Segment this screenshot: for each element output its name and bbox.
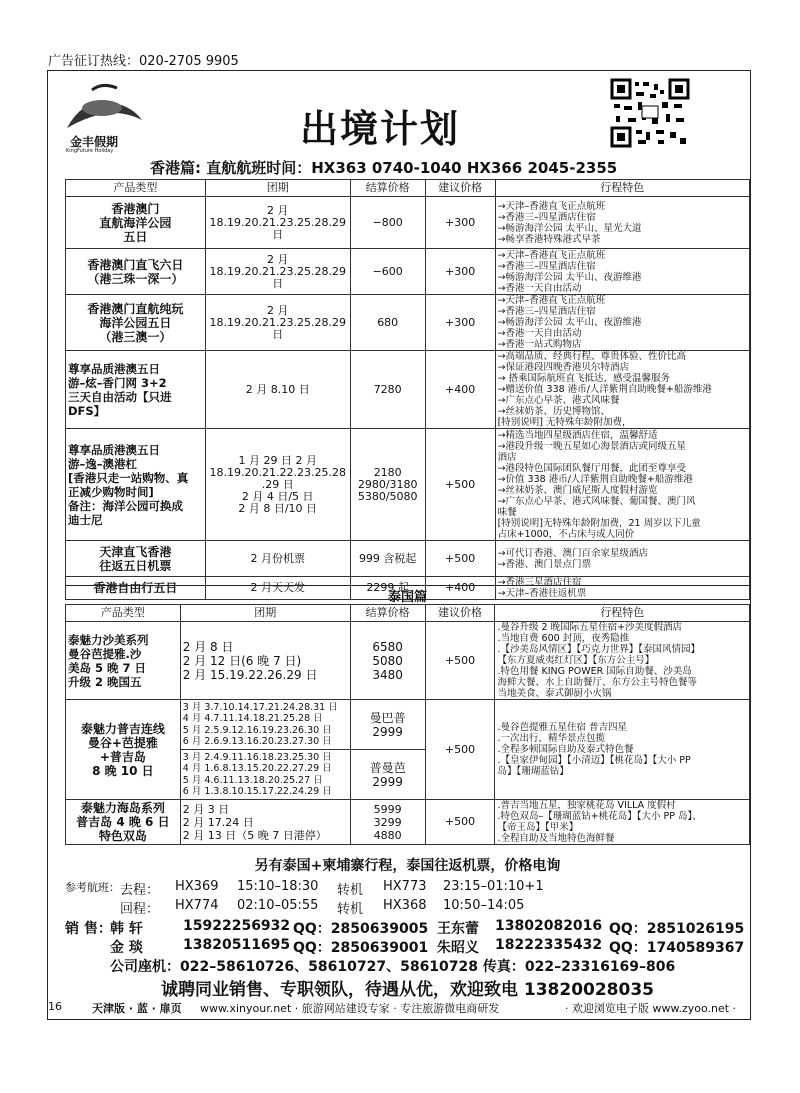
settle-price: 普曼芭 2999 (350, 750, 425, 800)
suggest-price: +500 (425, 541, 495, 577)
suggest-price: +500 (425, 800, 495, 845)
product-name: 香港澳门 直航海洋公园 五日 (66, 197, 206, 249)
suggest-price: +300 (425, 295, 495, 351)
suggest-price: +400 (425, 577, 495, 600)
tour-dates: 2 月 3 日 2 月 17.24 日 2 月 13 日（5 晚 7 日港停） (180, 800, 350, 845)
table-row (66, 249, 750, 295)
page-number: 16 (48, 1000, 62, 1013)
itinerary-features: →精选当地四星级酒店住宿，温馨舒适 →港段升级一晚五星如心海景酒店或同级五星 酒店 →港段特色国际团队餐厅用餐，此团至尊享受 →价值 338 港币/人洋紫荆自助晚餐+船游维港 →丝袜奶茶、澳门威尼斯人度假村游览 →广东点心早茶、港式风味餐、葡国餐、澳门风 味餐 [特别说明]无特殊年龄附加费，21 周岁以下儿童 占床+1000，不占床与成人同价 (495, 429, 749, 541)
itinerary-features: →高端品质、经典行程、尊贵体验、性价比高 →保证港段四晚香港贝尔特酒店 → 搭乘国际航班直飞抵达，感受温馨服务 →赠送价值 338 港币/人洋紫荆自助晚餐+船游维港 →广东点心早茶、港式风味餐 →丝袜奶茶、历史博物馆、 [特别说明] 无特殊年龄附加费， (495, 351, 749, 429)
suggest-price: +500 (425, 622, 495, 700)
product-name: 香港澳门直航纯玩 海洋公园五日 （港三澳一） (66, 295, 206, 351)
col-header: 建议价格 (425, 180, 495, 197)
settle-price: 2299 起 (350, 577, 425, 600)
table-row (66, 295, 750, 351)
settle-price: −800 (350, 197, 425, 249)
thai-section-header: 泰国篇 (65, 585, 750, 604)
itinerary-features: .曼谷芭提雅五星住宿 普吉四星 .一次出行，精华景点包揽 .全程多顿国际自助及泰式特色餐 .【皇家伊甸园】【小清迈】【桃花岛】【大小 PP 岛】【珊瑚蓝钻】 (495, 700, 750, 800)
itinerary-features: .曼谷升级 2 晚国际五星住宿+沙美度假酒店 .当地自费 600 封顶，夜秀隐推 .【沙美岛风情区】【巧克力世界】【泰国风情园】 【东方夏威夷红灯区】【东方公主号】 .特色用餐 KING POWER 国际自助餐、沙美岛 海鲜大餐、水上自助餐厅、东方公主号特色餐等 当地美食、泰式御厨小火锅 (495, 622, 750, 700)
product-name: 天津直飞香港 往返五日机票 (66, 541, 206, 577)
table-row (66, 541, 750, 577)
col-header: 团期 (205, 180, 350, 197)
tour-dates: 3 月 2.4.9.11.16.18.23.25.30 日 4 月 1.6.8.13.15.20.22.27.29 日 5 月 4.6.11.13.18.20.25.27 日 6 月 1.3.8.10.15.17.22.24.29 日 (180, 750, 350, 800)
itinerary-features: →可代订香港、澳门百余家星级酒店 →香港、澳门景点门票 (495, 541, 749, 577)
product-name: 泰魅力海岛系列 普吉岛 4 晚 6 日 特色双岛 (66, 800, 181, 845)
col-header: 结算价格 (350, 180, 425, 197)
settle-price: 2180 2980/3180 5380/5080 (350, 429, 425, 541)
product-name: 泰魅力普吉连线 曼谷+芭提雅 +普吉岛 8 晚 10 日 (66, 700, 181, 800)
tour-dates: 2 月 18.19.20.21.23.25.28.29 日 (205, 197, 350, 249)
tour-dates: 2 月 18.19.20.21.23.25.28.29 日 (205, 295, 350, 351)
qr-code-icon (610, 78, 690, 148)
table-row (66, 700, 750, 750)
col-header: 产品类型 (66, 180, 206, 197)
settle-price: 5999 3299 4880 (350, 800, 425, 845)
settle-price: 6580 5080 3480 (350, 622, 425, 700)
product-name: 泰魅力沙美系列 曼谷芭提雅.沙 美岛 5 晚 7 日 升级 2 晚国五 (66, 622, 181, 700)
product-name: 尊享品质港澳五日 游–逸–澳港杠 [香港只走一站购物、真 正减少购物时间] 备注：海洋公园可换成 迪士尼 (66, 429, 206, 541)
edition-label: 天津版 · 蓝 · 扉页 (92, 1002, 182, 1015)
itinerary-features: →天津–香港直飞正点航班 →香港三–四星酒店住宿 →畅游海洋公园 太平山、夜游维港 →香港一天自由活动 (495, 249, 749, 295)
suggest-price: +300 (425, 197, 495, 249)
col-header: 团期 (180, 605, 350, 622)
product-name: 尊享品质港澳五日 游–炫–香门网 3+2 三天自由活动【只进 DFS】 (66, 351, 206, 429)
recruitment-banner: 诚聘同业销售、专职领队，待遇从优，欢迎致电 13820028035 (160, 980, 655, 1000)
e-edition-link[interactable]: · 欢迎浏览电子版 www.zyoo.net · (565, 1002, 737, 1015)
company-landline: 公司座机：022–58610726、58610727、58610728 传真：022–23316169–806 (110, 959, 676, 975)
suggest-price: +400 (425, 351, 495, 429)
suggest-price: +500 (425, 429, 495, 541)
logo-subtitle: KingFuture Holiday (66, 148, 114, 154)
table-row (66, 197, 750, 249)
col-header: 产品类型 (66, 605, 181, 622)
site-link[interactable]: www.xinyour.net · 旅游网站建设专家 · 专注旅游微电商研发 (200, 1002, 500, 1015)
sales-row: 销 售： 韩 轩 15922256932 QQ：2850639005 王东蕾 13802082016 QQ：2851026195 (65, 918, 745, 937)
product-name: 香港澳门直飞六日 （港三珠一深一） (66, 249, 206, 295)
tour-dates: 2 月 8 日 2 月 12 日(6 晚 7 日) 2 月 15.19.22.26.29 日 (180, 622, 350, 700)
suggest-price: +500 (425, 700, 495, 800)
page-title: 出境计划 (300, 107, 461, 151)
itinerary-features: →天津–香港直飞正点航班 →香港三–四星酒店住宿 →畅游海洋公园 太平山、夜游维港 →香港一天自由活动 →香港一站式购物店 (495, 295, 749, 351)
tour-dates: 2 月 18.19.20.21.23.25.28.29 日 (205, 249, 350, 295)
tour-dates: 2 月份机票 (205, 541, 350, 577)
col-header: 行程特色 (495, 605, 750, 622)
suggest-price: +300 (425, 249, 495, 295)
col-header: 行程特色 (495, 180, 749, 197)
itinerary-features: .普吉当地五星，独家桃花岛 VILLA 度假村 .特色双岛–【珊瑚蓝钻+桃花岛】【大小 PP 岛】、 【帝王岛】【甲米】 .全程自助及当地特色海鲜餐 (495, 800, 750, 845)
other-trips-note: 另有泰国+柬埔寨行程，泰国往返机票，价格电询 (254, 858, 561, 874)
itinerary-features: →香港三星酒店住宿 →天津–香港往返机票 (495, 577, 749, 600)
table-row (66, 800, 750, 845)
table-row (66, 622, 750, 700)
settle-price: 999 含税起 (350, 541, 425, 577)
table-row (66, 351, 750, 429)
itinerary-features: →天津–香港直飞正点航班 →香港三–四星酒店住宿 →畅游海洋公园 太平山、星光大道 →畅享香港特殊港式早茶 (495, 197, 749, 249)
tour-dates: 1 月 29 日 2 月 18.19.20.21.22.23.25.28 .29 日 2 月 4 日/5 日 2 月 8 日/10 日 (205, 429, 350, 541)
settle-price: −600 (350, 249, 425, 295)
settle-price: 680 (350, 295, 425, 351)
product-name: 香港自由行五日 (66, 577, 206, 600)
hk-product-table (65, 179, 750, 600)
tour-dates: 2 月天天发 (205, 577, 350, 600)
logo-name: 金丰假期 (70, 135, 119, 149)
thai-product-table (65, 604, 750, 845)
settle-price: 曼巴普 2999 (350, 700, 425, 750)
tour-dates: 3 月 3.7.10.14.17.21.24.28.31 日 4 月 4.7.11.14.18.21.25.28 日 5 月 2.5.9.12.16.19.23.26.30 日 6 月 2.6.9.13.16.20.23.27.30 日 (180, 700, 350, 750)
ad-hotline: 广告征订热线：020-2705 9905 (48, 54, 239, 69)
col-header: 结算价格 (350, 605, 425, 622)
col-header: 建议价格 (425, 605, 495, 622)
ref-flight-row: 参考航班： 去程： HX369 15:10–18:30 转机 HX773 23:15–01:10+1 (65, 879, 544, 898)
settle-price: 7280 (350, 351, 425, 429)
table-row (66, 429, 750, 541)
hk-section-header: 香港篇: 直航航班时间：HX363 0740-1040 HX366 2045-2355 (150, 159, 618, 177)
tour-dates: 2 月 8.10 日 (205, 351, 350, 429)
